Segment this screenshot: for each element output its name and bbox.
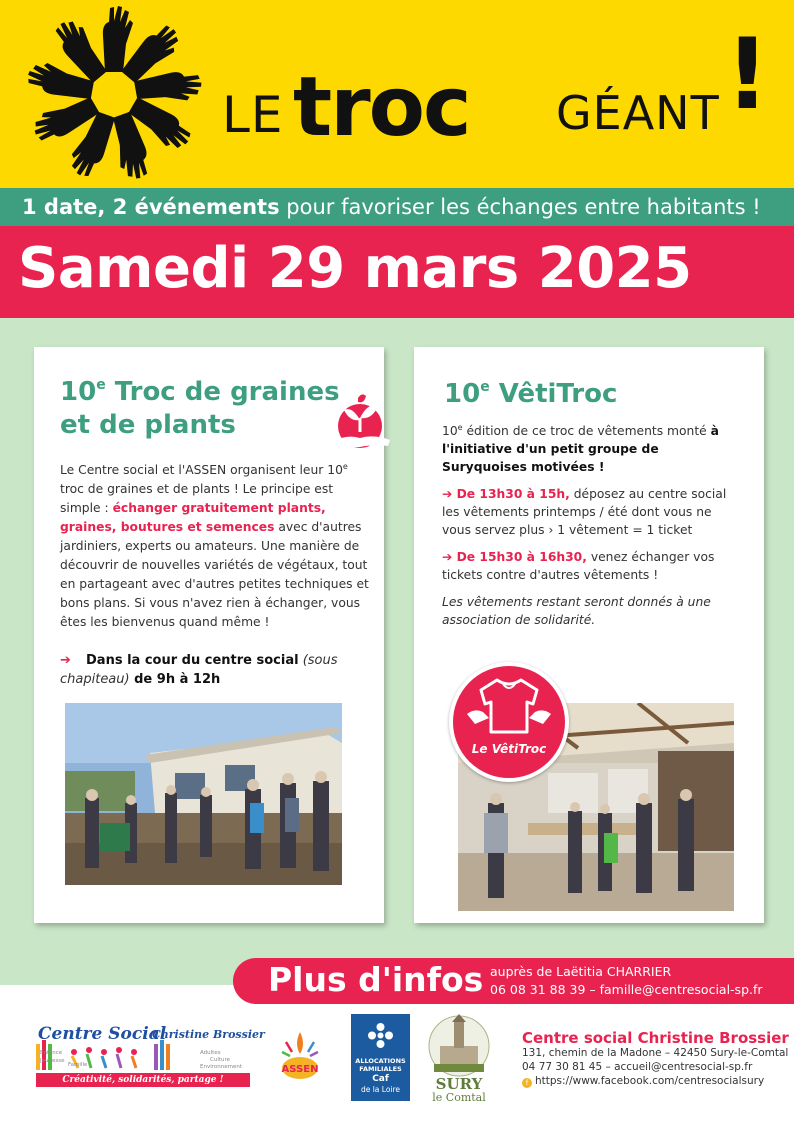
infos-contact [490,963,763,999]
photo-troc-graines [65,703,342,885]
vetitroc-badge [449,662,569,782]
caf-name: Caf [372,1074,389,1084]
cs-tag: Enfance [40,1050,63,1056]
sury-subtitle: le Comtal [432,1091,486,1104]
card1-description: Le Centre social et l'ASSEN organisent leur 10e troc de graines et de plants ! Le principe est simple : échanger gratuitement plants, graines, boutures et semences avec d'autres jardiniers, experts ou amateurs. Une manière de découvrir de nouvelles variétés de végétaux, tout en partageant avec d'autres petites techniques et bons plans. Si vous n'avez rien à échanger, vous êtes les bienvenus quand même ! [60,462,369,630]
centre-social-name2: Christine Brossier [152,1028,265,1041]
title-le: LE [222,86,284,144]
card-vetitroc [414,347,764,923]
contact-facebook[interactable]: f https://www.facebook.com/centresocialsury [522,1074,788,1088]
title-exclamation: ! [725,18,770,132]
cs-tag: Famille [68,1062,88,1068]
cs-tag: Environnement [200,1064,242,1070]
infos-phone-email: 06 08 31 88 39 – famille@centresocial-sp.fr [490,982,763,997]
card1-location: ➔ Dans la cour du centre social (sous chapiteau) de 9h à 12h [60,653,338,687]
arrow-icon: ➔ [60,653,71,668]
contact-phone-email: 04 77 30 81 45 – accueil@centresocial-sp.fr [522,1061,753,1073]
sury-name: SURY [435,1075,483,1093]
event-date: Samedi 29 mars 2025 [18,236,692,301]
cs-tag: Culture [210,1057,231,1063]
hands-circle-icon [12,0,217,188]
tagline-rest: pour favoriser les échanges entre habitants ! [279,195,761,219]
title-troc: troc [293,60,470,155]
contact-details [522,1046,788,1088]
card2-title: 10e VêtiTroc [444,379,618,409]
tagline-band [0,188,794,226]
title-geant: GÉANT [556,86,720,140]
card2-description: 10e édition de ce troc de vêtements monté à l'initiative d'un petit groupe de Suryquoises motivées ! ➔ De 13h30 à 15h, déposez au centre social les vêtements printemps / été dont vous ne vous servez plus › 1 vêtement = 1 ticket ➔ De 15h30 à 16h30, venez échanger vos tickets contre d'autres vêtements ! Les vêtements restant seront donnés à une association de solidarité. [442,419,742,638]
contact-address: 131, chemin de la Madone – 42450 Sury-le-Comtal [522,1047,789,1059]
facebook-icon: f [522,1078,532,1088]
assen-logo [278,1030,322,1082]
card1-title: 10e Troc de graines et de plants [60,377,340,440]
plant-in-hand-icon [322,392,396,452]
step-exchange: ➔ De 15h30 à 16h30, venez échanger vos tickets contre d'autres vêtements ! [442,550,715,583]
contact-title: Centre social Christine Brossier [522,1029,789,1047]
cs-tag: Adultes [200,1050,221,1056]
step-deposit: ➔ De 13h30 à 15h, déposez au centre social les vêtements printemps / été dont vous ne vous servez plus › 1 vêtement = 1 ticket [442,487,727,538]
tagline-bold: 1 date, 2 événements [22,195,280,219]
sweater-icon [467,674,551,738]
centre-social-name: Centre Social [38,1024,167,1044]
infos-title: Plus d'infos [268,960,484,999]
arrow-icon: ➔ [442,550,453,565]
svg-text:ASSEN: ASSEN [281,1064,319,1075]
caf-emblem-icon [365,1020,396,1051]
badge-label: Le VêtiTroc [471,742,547,756]
infos-person: auprès de Laëtitia CHARRIER [490,964,672,979]
caf-label: ALLOCATIONS FAMILIALES [355,1057,406,1073]
caf-region: de la Loire [360,1085,401,1094]
centre-social-slogan: Créativité, solidarités, partage ! [36,1073,250,1087]
arrow-icon: ➔ [442,487,453,502]
cs-tag: Jeunesse [40,1058,65,1064]
